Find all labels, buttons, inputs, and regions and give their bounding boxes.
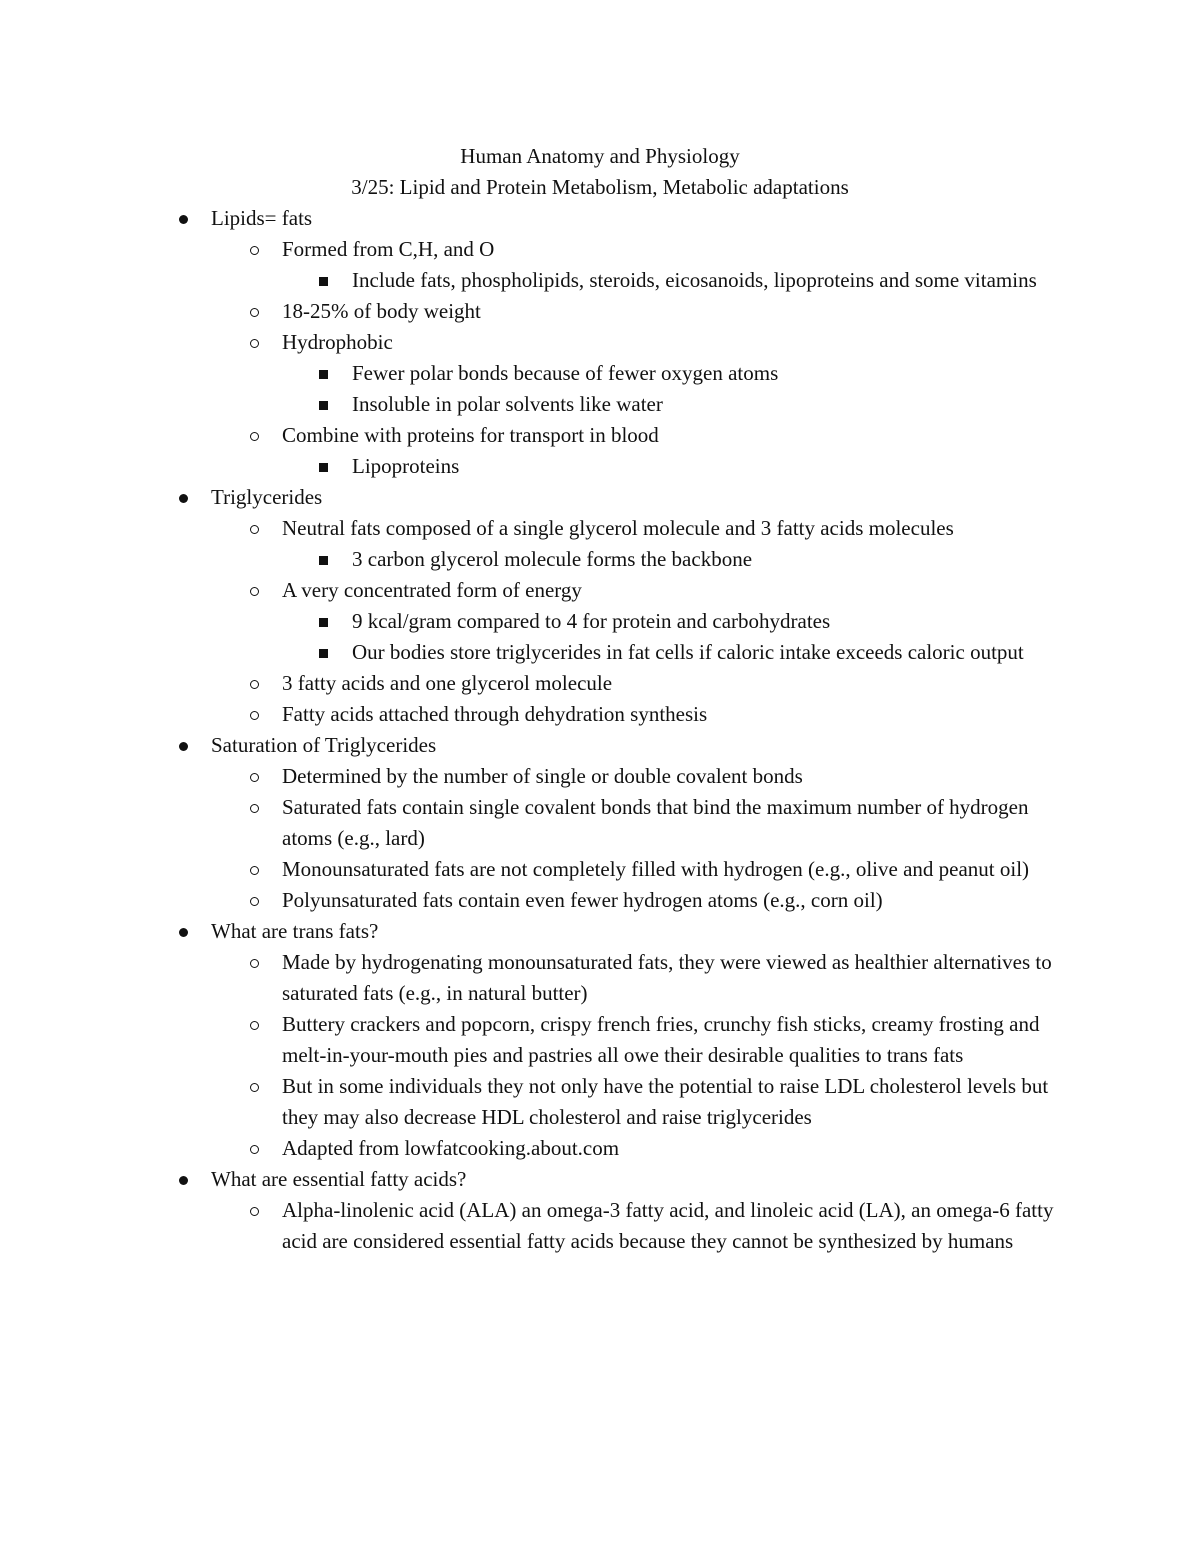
list-item	[0, 234, 1057, 265]
list-item-text: Hydrophobic	[282, 330, 393, 354]
list-item	[0, 451, 1057, 482]
list-item-text: Include fats, phospholipids, steroids, eicosanoids, lipoproteins and some vitamins	[352, 268, 1037, 292]
list-item	[0, 792, 1057, 854]
list-item-text: Saturated fats contain single covalent bonds that bind the maximum number of hydrogen atoms (e.g., lard)	[282, 795, 1029, 850]
list-item	[0, 203, 1200, 234]
list-item-text: Polyunsaturated fats contain even fewer hydrogen atoms (e.g., corn oil)	[282, 888, 883, 912]
list-item-text: What are essential fatty acids?	[211, 1167, 467, 1191]
list-item-text: Triglycerides	[211, 485, 323, 509]
document-subtitle: 3/25: Lipid and Protein Metabolism, Metabolic adaptations	[351, 175, 849, 199]
list-item	[0, 606, 1057, 637]
list-item-text: A very concentrated form of energy	[282, 578, 582, 602]
list-item	[0, 389, 1057, 420]
list-item	[0, 420, 1057, 451]
list-item-text: 3 carbon glycerol molecule forms the backbone	[352, 547, 753, 571]
list-item-text: What are trans fats?	[211, 919, 379, 943]
list-item-text: Insoluble in polar solvents like water	[352, 392, 663, 416]
list-item	[0, 1195, 1057, 1257]
list-item	[0, 947, 1057, 1009]
list-item-text: Adapted from lowfatcooking.about.com	[282, 1136, 620, 1160]
list-item-text: Determined by the number of single or double covalent bonds	[282, 764, 803, 788]
list-item	[0, 513, 1057, 544]
document-title: Human Anatomy and Physiology	[460, 144, 740, 168]
list-item-text: Buttery crackers and popcorn, crispy french fries, crunchy fish sticks, creamy frosting and melt-in-your-mouth pies and pastries all owe their desirable qualities to trans fats	[282, 1012, 1040, 1067]
list-item-text: Fewer polar bonds because of fewer oxygen atoms	[352, 361, 779, 385]
notes-outline	[0, 203, 1200, 1257]
list-item-text: Monounsaturated fats are not completely filled with hydrogen (e.g., olive and peanut oil)	[282, 857, 1030, 881]
list-item	[0, 854, 1057, 885]
list-item	[0, 358, 1057, 389]
list-item-text: Combine with proteins for transport in blood	[282, 423, 659, 447]
list-item	[0, 265, 1057, 296]
list-item	[0, 1071, 1057, 1133]
list-item	[0, 761, 1057, 792]
list-item-text: Neutral fats composed of a single glycerol molecule and 3 fatty acids molecules	[282, 516, 954, 540]
list-item-text: Alpha-linolenic acid (ALA) an omega-3 fatty acid, and linoleic acid (LA), an omega-6 fatty acid are considered essential fatty acids because they cannot be synthesized by humans	[282, 1198, 1054, 1253]
list-item	[0, 327, 1057, 358]
list-item-text: 3 fatty acids and one glycerol molecule	[282, 671, 613, 695]
list-item	[0, 916, 1200, 947]
list-item-text: Our bodies store triglycerides in fat cells if caloric intake exceeds caloric output	[352, 640, 1024, 664]
list-item	[0, 544, 1057, 575]
list-item	[0, 637, 1057, 668]
list-item-text: Lipoproteins	[352, 454, 460, 478]
list-item	[0, 885, 1057, 916]
list-item-text: Formed from C,H, and O	[282, 237, 495, 261]
list-item-text: Fatty acids attached through dehydration synthesis	[282, 702, 708, 726]
list-item-text: Saturation of Triglycerides	[211, 733, 437, 757]
list-item-text: 18-25% of body weight	[282, 299, 481, 323]
list-item	[0, 1133, 1057, 1164]
list-item	[0, 296, 1057, 327]
list-item	[0, 699, 1057, 730]
list-item	[0, 730, 1200, 761]
list-item-text: 9 kcal/gram compared to 4 for protein and carbohydrates	[352, 609, 831, 633]
list-item	[0, 482, 1200, 513]
list-item-text: But in some individuals they not only have the potential to raise LDL cholesterol levels but they may also decrease HDL cholesterol and raise triglycerides	[282, 1074, 1049, 1129]
list-item	[0, 668, 1057, 699]
list-item	[0, 575, 1057, 606]
list-item-text: Made by hydrogenating monounsaturated fats, they were viewed as healthier alternatives to saturated fats (e.g., in natural butter)	[282, 950, 1052, 1005]
list-item-text: Lipids= fats	[211, 206, 313, 230]
list-item	[0, 1164, 1200, 1195]
list-item	[0, 1009, 1057, 1071]
